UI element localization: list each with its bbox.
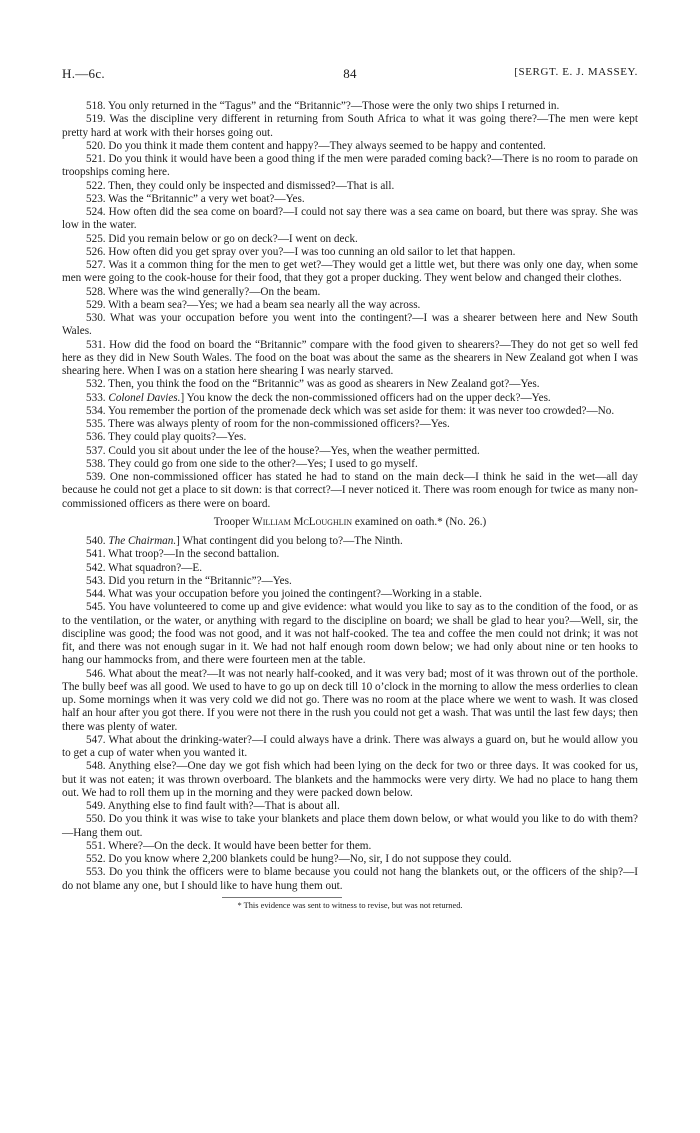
question-answer: 551. Where?—On the deck. It would have been better for them. [86,839,372,852]
witness-running-head: [SERGT. E. J. MASSEY. [514,66,638,78]
question-answer: 536. They could play quoits?—Yes. [86,431,247,444]
question-answer: 541. What troop?—In the second battalion. [86,548,280,561]
question-answer: 528. Where was the wind generally?—On the beam. [86,285,321,298]
question-answer: 530. What was your occupation before you went into the contingent?—I was a shearer between here and New South Wales. [62,312,638,338]
question-answer: 543. Did you return in the “Britannic”?—Yes. [86,574,292,587]
question-answer: 529. With a beam sea?—Yes; we had a beam sea nearly all the way across. [86,298,421,311]
question-answer: 537. Could you sit about under the lee of the house?—Yes, when the weather permitted. [86,444,480,457]
evidence-group-massey-a [62,100,638,392]
question-answer: 546. What about the meat?—It was not nearly half-cooked, and it was very bad; most of it was thrown out of the porthole. The bully beef was all good. We used to have to go up on deck till 10 o’clock in the morning to allow the mess orderlies to clean up. Some mornings when it was very cold we did not go. There was no room at the place where we went to wash. It was closed half an hour after you got there. If you were not there in the rush you could not get a wash. That was until the last few days; then there was plenty of water. [62,667,638,733]
question-answer: 548. Anything else?—One day we got fish which had been lying on the deck for two or three days. It was cooked for us, but it was not eaten; it was thrown overboard. The blankets and the hammocks were very dirty. We had no place to hang them out. We had to roll them up in the morning and they were packed down below. [62,760,638,799]
question-answer: 532. Then, you think the food on the “Britannic” was as good as shearers in New Zealand got?—Yes. [86,378,540,391]
question-answer: 544. What was your occupation before you joined the contingent?—Working in a stable. [86,588,482,600]
page-header [62,66,638,84]
question-answer: 535. There was always plenty of room for the non-commissioned officers?—Yes. [86,418,450,430]
question-answer: 523. Was the “Britannic” a very wet boat?—Yes. [86,192,305,205]
question-answer: 521. Do you think it would have been a good thing if the men were paraded coming back?—There is no room to parade on troopships coming here. [62,153,638,179]
speaker-name: Colonel Davies. [108,391,181,404]
question-answer: 520. Do you think it made them content and happy?—They always seemed to be happy and contented. [86,139,546,152]
speaker-name: The Chairman. [108,535,177,547]
evidence-group-massey-b [62,405,638,511]
question-answer: 552. Do you know where 2,200 blankets could be hung?—No, sir, I do not suppose they could. [86,853,512,865]
document-reference: H.—6c. [62,66,105,81]
witness-name: William McLoughlin [252,515,353,528]
question-answer: 524. How often did the sea come on board?—I could not say there was a sea came on board, but there was spray. She was low in the water. [62,206,638,232]
question-answer: 525. Did you remain below or go on deck?—I went on deck. [86,232,358,245]
evidence-body [62,100,638,911]
footnote-rule [222,897,342,898]
question-answer: 538. They could go from one side to the other?—Yes; I used to go myself. [86,457,418,470]
footnote: * This evidence was sent to witness to revise, but was not returned. [237,900,463,910]
page-number: 84 [343,66,357,81]
question-answer: 534. You remember the portion of the promenade deck which was set aside for them: it was never too crowded?—No. [86,404,615,417]
question-answer: 519. Was the discipline very different in returning from South Africa to what it was going there?—The men were kept pretty hard at work with their horses going out. [62,113,638,139]
question-answer: 549. Anything else to find fault with?—That is about all. [86,800,340,812]
evidence-group-mcloughlin [62,548,638,893]
question-answer: 553. Do you think the officers were to blame because you could not hang the blankets out, or the officers of the ship?—I do not blame any one, but I should like to have hung them out. [62,866,638,892]
question-answer: 547. What about the drinking-water?—I could always have a drink. There was always a guard on, but he would allow you to get a cup of water when you wanted it. [62,733,638,759]
witness-heading: Trooper William McLoughlin examined on oath.* (No. 26.) [213,515,487,528]
question-answer: 522. Then, they could only be inspected and dismissed?—That is all. [86,179,395,192]
question-answer: 539. One non-commissioned officer has stated he had to stand on the main deck—I think he said in the wet—all day because he could not get a place to sit down: is that correct?—I never noticed it. There was room enough for twice as many non-commissioned officers as there were on board. [62,471,638,510]
question-answer: 531. How did the food on board the “Britannic” compare with the food given to shearers?—They do not get so well fed here as they did in New South Wales. The food on the boat was about the same as the shearers in New Zealand got when I was shearing here. When I was on a station here shearing I was nearly starved. [62,338,638,377]
question-answer: 550. Do you think it was wise to take your blankets and place them down below, or what would you like to do with them?—Hang them out. [62,813,638,839]
question-answer: 518. You only returned in the “Tagus” and the “Britannic”?—Those were the only two ships I returned in. [86,100,560,112]
question-answer: 526. How often did you get spray over you?—I was too cunning an old sailor to let that happen. [86,245,516,258]
question-answer: 545. You have volunteered to come up and give evidence: what would you like to say as to the condition of the food, or as to the ventilation, or the water, or anything with regard to the discipline on board; we shall be glad to hear you?—Well, sir, the discipline was good; the food was not good, and it was not half-cooked. The tea and coffee the men could not drink; it was not fit, and there was not enough sugar in it. We had not half enough room down below; we had only about nine or ten hooks to hang our hammocks from, and there were fourteen men at the table. [62,601,638,667]
question-540: 540. The Chairman.] What contingent did you belong to?—The Ninth. [86,535,403,547]
question-answer: 542. What squadron?—E. [86,561,202,574]
question-533: 533. Colonel Davies.] You know the deck the non-commissioned officers had on the upper deck?—Yes. [86,391,551,404]
question-answer: 527. Was it a common thing for the men to get wet?—They would get a little wet, but there was only one day, when some men were going to the cook-house for their food, that they got a proper ducking. They went below and changed their clothes. [62,259,638,285]
